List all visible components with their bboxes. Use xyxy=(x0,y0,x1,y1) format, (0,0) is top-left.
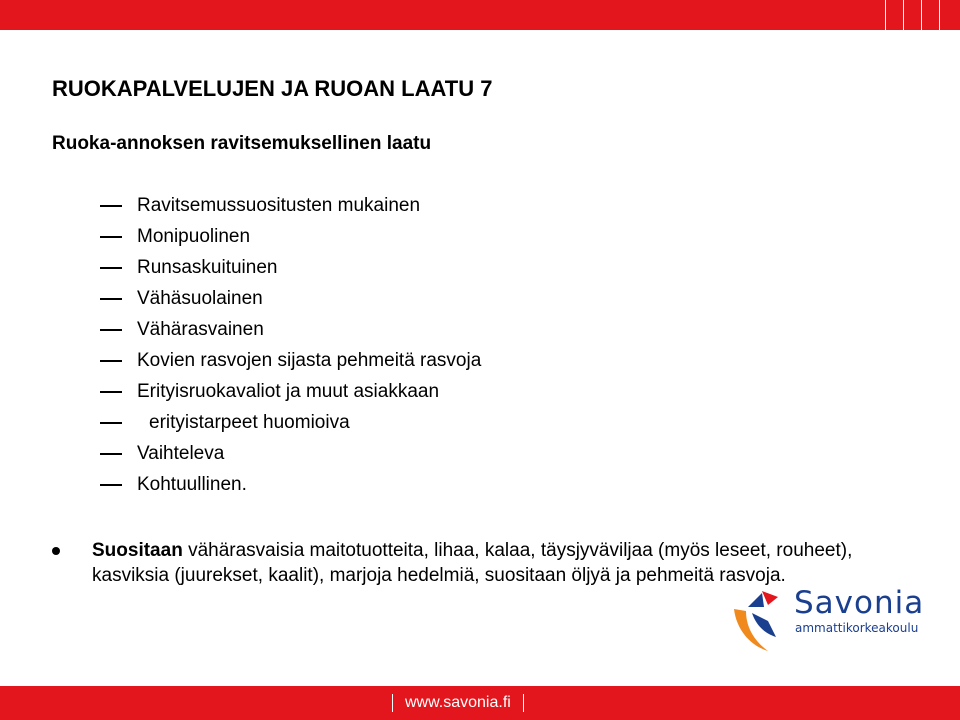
list-item: Vähärasvainen xyxy=(100,314,481,345)
footer-separator xyxy=(392,694,393,712)
header-bar xyxy=(0,0,960,30)
list-item: Kohtuullinen. xyxy=(100,469,481,500)
bullet-text xyxy=(92,538,912,588)
list-item: erityistarpeet huomioiva xyxy=(100,407,481,438)
bullet-marker xyxy=(52,547,60,555)
list-item: Monipuolinen xyxy=(100,221,481,252)
savonia-emblem-icon xyxy=(728,587,790,653)
header-stripes xyxy=(865,0,960,30)
footer-link-container xyxy=(380,686,536,720)
dash-marker xyxy=(100,236,122,238)
bullet-paragraph xyxy=(52,538,912,588)
bullet-bold-text: Suositaan xyxy=(92,540,183,561)
list-item: Kovien rasvojen sijasta pehmeitä rasvoja xyxy=(100,345,481,376)
list-item: Vaihteleva xyxy=(100,438,481,469)
list-item: Vähäsuolainen xyxy=(100,283,481,314)
dash-marker xyxy=(100,360,122,362)
slide-subtitle: Ruoka-annoksen ravitsemuksellinen laatu xyxy=(52,133,432,154)
dash-marker xyxy=(100,298,122,300)
list-item: Ravitsemussuositusten mukainen xyxy=(100,190,481,221)
dash-marker xyxy=(100,267,122,269)
savonia-logo xyxy=(728,585,938,655)
logo-wordmark: Savonia xyxy=(794,585,925,621)
dash-marker xyxy=(100,391,122,393)
footer-url-link[interactable]: www.savonia.fi xyxy=(405,694,511,711)
bullet-body-text: vähärasvaisia maitotuotteita, lihaa, kalaa, täysjyväviljaa (myös leseet, rouheet), kasviksia (juurekset, kaalit), marjoja hedelmiä, suositaan öljyä ja pehmeitä rasvoja. xyxy=(92,540,853,586)
dash-marker xyxy=(100,329,122,331)
dash-marker xyxy=(100,422,122,424)
dash-list xyxy=(100,190,481,500)
dash-marker xyxy=(100,205,122,207)
list-item: Erityisruokavaliot ja muut asiakkaan xyxy=(100,376,481,407)
dash-marker xyxy=(100,453,122,455)
dash-marker xyxy=(100,484,122,486)
logo-subtitle: ammattikorkeakoulu xyxy=(795,621,919,635)
slide-title: RUOKAPALVELUJEN JA RUOAN LAATU 7 xyxy=(52,76,493,101)
footer-separator xyxy=(523,694,524,712)
list-item: Runsaskuituinen xyxy=(100,252,481,283)
